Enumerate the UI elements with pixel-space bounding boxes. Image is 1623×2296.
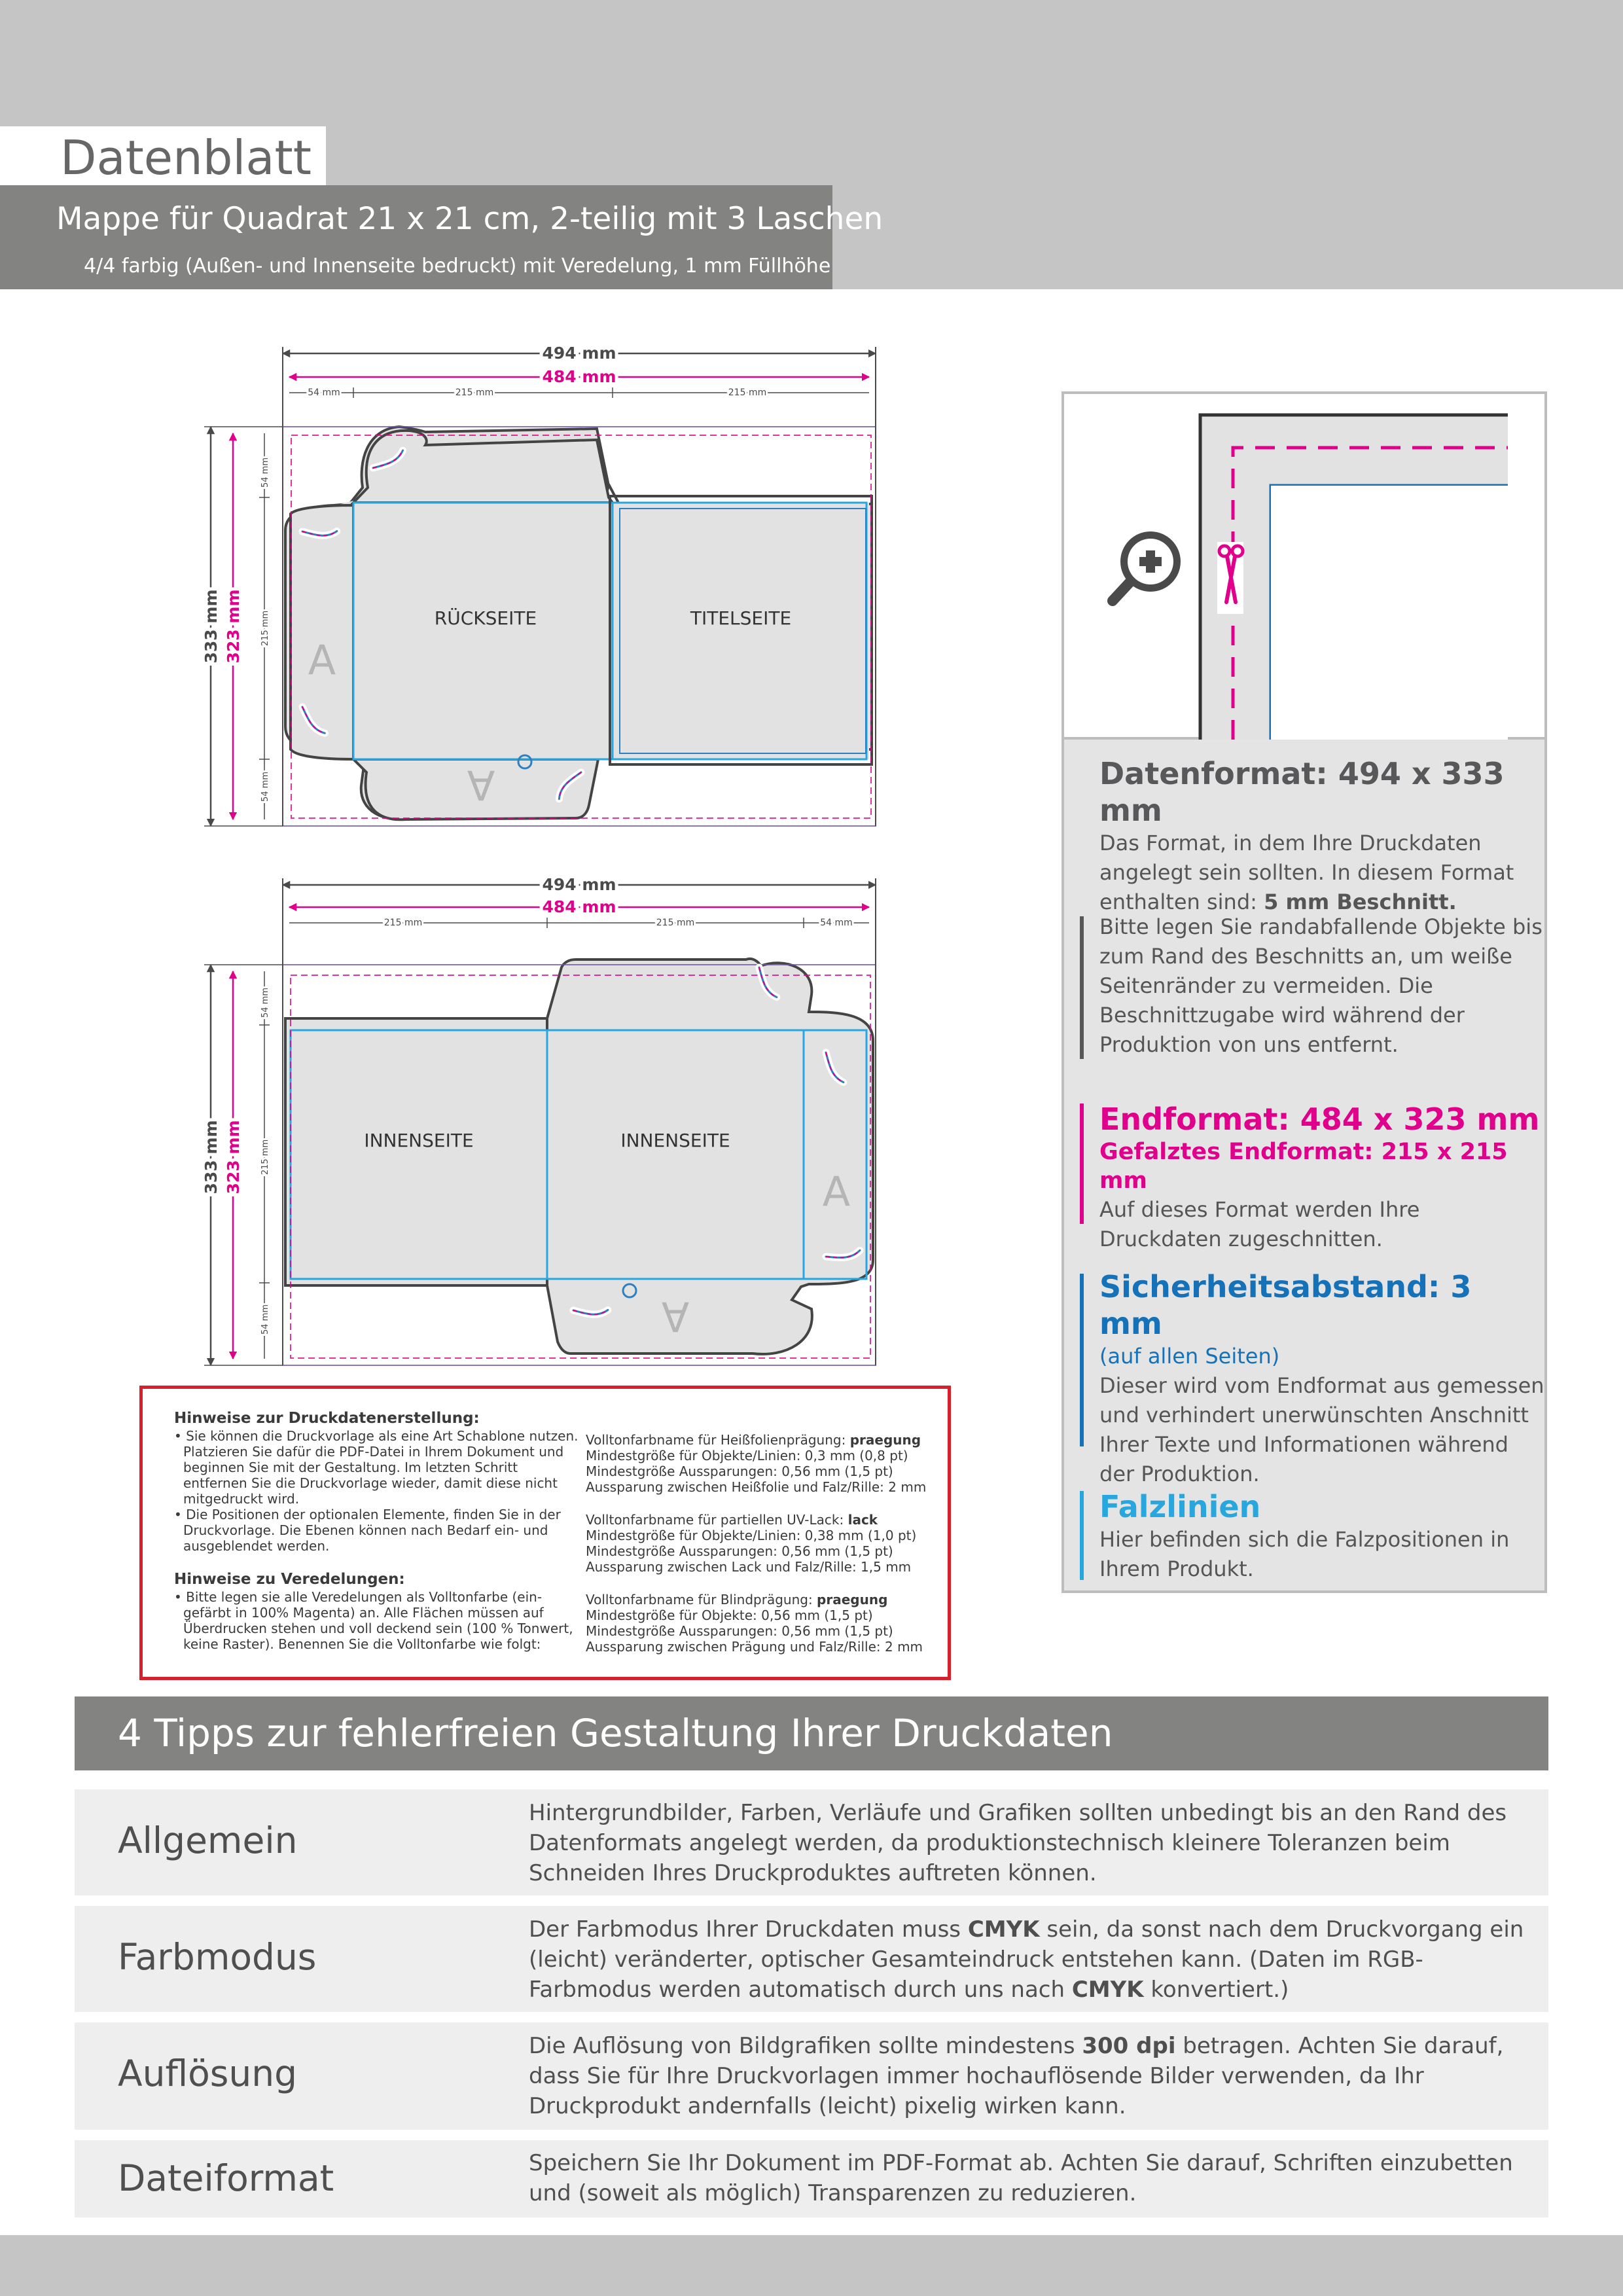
dim-seg-mid: 215 mm: [455, 387, 494, 398]
blind-name: praegung: [817, 1592, 888, 1607]
tip-text: Hintergrundbilder, Farben, Verläufe und Grafiken sollten unbedingt bis an den Rand des Datenformats angelegt werden, da produktionstechnisch kleinere Toleranzen beim Schneiden Ihres Druckproduktes auftreten können.: [529, 1800, 1507, 1886]
dim-seg-left: 54 mm: [308, 387, 340, 398]
sicherheit-sub: (auf allen Seiten): [1099, 1344, 1280, 1369]
sicherheit-text: Dieser wird vom Endformat aus gemessen und verhindert unerwünschten Anschnitt Ihrer Texte und Informationen während der Produktion.: [1099, 1373, 1544, 1486]
hint-template: • Sie können die Druckvorlage als eine Art Schablone nutzen. Platzieren Sie dafür die PDF-Datei in Ihrem Dokument und beginnen Sie mit der Gestaltung. Im letzten Schritt entfernen Sie die Druckvorlage wieder, damit diese nicht mitgedruckt wird.: [174, 1428, 579, 1507]
uvlack-name: lack: [847, 1512, 878, 1528]
falz-bar: [1080, 1491, 1084, 1580]
endformat-sub: Gefalztes Endformat: 215 x 215 mm: [1099, 1139, 1508, 1194]
diagram-outside: [202, 344, 876, 826]
panel-title-label: TITELSEITE: [690, 607, 792, 629]
sicherheit-bar: [1080, 1274, 1084, 1446]
tip-key: Dateiformat: [118, 2157, 334, 2199]
datasheet-label: Datenblatt: [60, 130, 312, 185]
datenformat-title: Datenformat: 494 x 333 mm: [1099, 756, 1505, 828]
tip-text: Speichern Sie Ihr Dokument im PDF-Format ab. Achten Sie darauf, Schriften einzubetten und (soweit als möglich) Transparenzen zu reduzieren.: [529, 2150, 1513, 2206]
hints-title: Hinweise zur Druckdatenerstellung:: [174, 1410, 480, 1427]
product-title: Mappe für Quadrat 21 x 21 cm, 2-teilig mit 3 Laschen: [56, 201, 883, 237]
dim-v-mid: 215 mm: [260, 610, 270, 647]
blind-label-line: [586, 1592, 939, 1607]
tip-text-part: sein, da sonst nach dem Druckvorgang ein (leicht) veränderter, optischer Gesamteindruck entstehen kann. (Daten im RGB-Farbmodus werden automatisch durch uns nach: [529, 1916, 1524, 2003]
beschnitt-text: Bitte legen Sie randabfallende Objekte bis zum Rand des Beschnitts an, um weiße Seitenränder zu vermeiden. Die Beschnittzugabe wird während der Produktion von uns entfernt.: [1099, 914, 1543, 1057]
dim-end-height: 323 mm: [224, 589, 243, 664]
beschnitt-bar: [1080, 916, 1084, 1059]
tips-title: 4 Tipps zur fehlerfreien Gestaltung Ihrer Druckdaten: [118, 1711, 1113, 1755]
tip-text-part: betragen. Achten Sie darauf, dass Sie für Ihre Druckvorlagen immer hochauflösende Bilder verwenden, da Ihr Druckprodukt andernfalls (leicht) pixelig wirken kann.: [529, 2033, 1504, 2119]
dim-total-width: 494 mm: [542, 875, 616, 894]
datenformat-bold: 5 mm Beschnitt.: [1264, 889, 1457, 914]
uvlack-line-2: Mindestgröße Aussparungen: 0,56 mm (1,5 pt): [586, 1543, 893, 1559]
flap-letter-left: A: [308, 636, 336, 684]
dim-seg-right: 54 mm: [820, 918, 853, 928]
tip-text-part: Der Farbmodus Ihrer Druckdaten muss: [529, 1916, 968, 1943]
dim-seg-mid: 215 mm: [656, 918, 695, 928]
hints-right-column: [586, 1432, 939, 1655]
hotfoil-line-2: Mindestgröße Aussparungen: 0,56 mm (1,5 pt): [586, 1463, 893, 1479]
dim-total-height: 333 mm: [202, 1120, 221, 1194]
dim-total-width: 494 mm: [542, 344, 616, 363]
falz-text: Hier befinden sich die Falzpositionen in Ihrem Produkt.: [1099, 1527, 1510, 1581]
dim-end-height: 323 mm: [224, 1120, 243, 1194]
tip-text-part: konvertiert.): [1143, 1977, 1289, 2003]
tip-row-aufloesung: [75, 2022, 1548, 2130]
uvlack-label-line: [586, 1512, 939, 1528]
blind-line-3: Aussparung zwischen Prägung und Falz/Rille: 2 mm: [586, 1639, 923, 1655]
bleed-detail-graphic: [1064, 394, 1544, 740]
tip-text-part: Die Auflösung von Bildgrafiken sollte mindestens: [529, 2033, 1082, 2059]
hotfoil-label: Volltonfarbname für Heißfolienprägung:: [586, 1432, 850, 1448]
uvlack-label: Volltonfarbname für partiellen UV-Lack:: [586, 1512, 848, 1528]
hotfoil-line-3: Aussparung zwischen Heißfolie und Falz/Rille: 2 mm: [586, 1479, 927, 1495]
dim-seg-left: 215 mm: [383, 918, 423, 928]
panel-back-label: RÜCKSEITE: [434, 607, 537, 629]
footer-band: [0, 2235, 1623, 2296]
dim-v-bottom: 54 mm: [260, 771, 270, 802]
hint-spot-colors: • Bitte legen sie alle Veredelungen als Volltonfarbe (ein-gefärbt in 100% Magenta) an. Alle Flächen müssen auf Überdrucken stehen und voll deckend sein (100 % Tonwert, keine Raster). Benennen Sie die Volltonfarbe wie folgt:: [174, 1589, 573, 1652]
blind-line-1: Mindestgröße für Objekte: 0,56 mm (1,5 pt): [586, 1607, 873, 1623]
dim-total-height: 333 mm: [202, 589, 221, 664]
blind-line-2: Mindestgröße Aussparungen: 0,56 mm (1,5 pt): [586, 1623, 893, 1639]
tip-key: Farbmodus: [118, 1936, 317, 1978]
tip-text-bold: CMYK: [967, 1916, 1040, 1943]
flap-letter-bottom: A: [467, 761, 495, 809]
dim-seg-right: 215 mm: [728, 387, 767, 398]
zoom-detail: [1064, 394, 1544, 740]
panel-inside-left-label: INNENSEITE: [364, 1130, 474, 1151]
finishing-title: Hinweise zu Veredelungen:: [174, 1571, 405, 1588]
print-hints-box: [139, 1386, 951, 1680]
tip-row-farbmodus: [75, 1906, 1548, 2012]
tip-row-dateiformat: [75, 2140, 1548, 2217]
datenformat-section: [1099, 755, 1544, 917]
sicherheit-title: Sicherheitsabstand: 3 mm: [1099, 1269, 1472, 1341]
sicherheit-section: [1099, 1268, 1544, 1489]
uvlack-line-3: Aussparung zwischen Lack und Falz/Rille: 1,5 mm: [586, 1559, 912, 1575]
falz-section: [1099, 1488, 1544, 1584]
hints-left-column: [174, 1408, 580, 1652]
endformat-text: Auf dieses Format werden Ihre Druckdaten zugeschnitten.: [1099, 1197, 1420, 1251]
hint-layers: • Die Positionen der optionalen Elemente, finden Sie in der Druckvorlage. Die Ebenen können nach Bedarf ein- und ausgeblendet werden.: [174, 1507, 561, 1554]
tip-text: [529, 1914, 1537, 2005]
datenformat-text: Das Format, in dem Ihre Druckdaten angelegt sein sollten. In diesem Format enthalten sind:: [1099, 831, 1514, 914]
hotfoil-label-line: [586, 1432, 939, 1448]
product-subtitle: 4/4 farbig (Außen- und Innenseite bedruckt) mit Veredelung, 1 mm Füllhöhe: [84, 255, 831, 278]
blind-label: Volltonfarbname für Blindprägung:: [586, 1592, 817, 1607]
dim-end-width: 484 mm: [542, 367, 616, 386]
tip-text: [529, 2031, 1537, 2121]
dim-v-top: 54 mm: [260, 457, 270, 488]
hotfoil-line-1: Mindestgröße für Objekte/Linien: 0,3 mm (0,8 pt): [586, 1448, 908, 1463]
endformat-section: [1099, 1101, 1544, 1254]
endformat-bar: [1080, 1103, 1084, 1224]
tip-text-bold: CMYK: [1071, 1977, 1144, 2003]
flap-letter-right: A: [822, 1168, 851, 1215]
tip-row-allgemein: [75, 1789, 1548, 1895]
hotfoil-name: praegung: [849, 1432, 921, 1448]
dim-v-top: 54 mm: [260, 987, 270, 1018]
endformat-title: Endformat: 484 x 323 mm: [1099, 1102, 1540, 1137]
tips-header: [75, 1696, 1548, 1770]
zoom-plus-icon: [1113, 531, 1181, 601]
falz-title: Falzlinien: [1099, 1489, 1261, 1524]
dim-v-mid: 215 mm: [260, 1139, 270, 1175]
tip-text-bold: 300 dpi: [1082, 2033, 1176, 2059]
dim-end-width: 484 mm: [542, 897, 616, 916]
tip-key: Auflösung: [118, 2053, 298, 2094]
panel-inside-right-label: INNENSEITE: [620, 1130, 730, 1151]
scissors-icon: [1217, 542, 1243, 614]
uvlack-line-1: Mindestgröße für Objekte/Linien: 0,38 mm (1,0 pt): [586, 1528, 917, 1543]
info-panel: [1061, 391, 1547, 1593]
tip-key: Allgemein: [118, 1820, 298, 1861]
flap-letter-bottom: A: [661, 1293, 690, 1340]
dim-v-bottom: 54 mm: [260, 1304, 270, 1335]
diagram-inside: [202, 875, 876, 1365]
